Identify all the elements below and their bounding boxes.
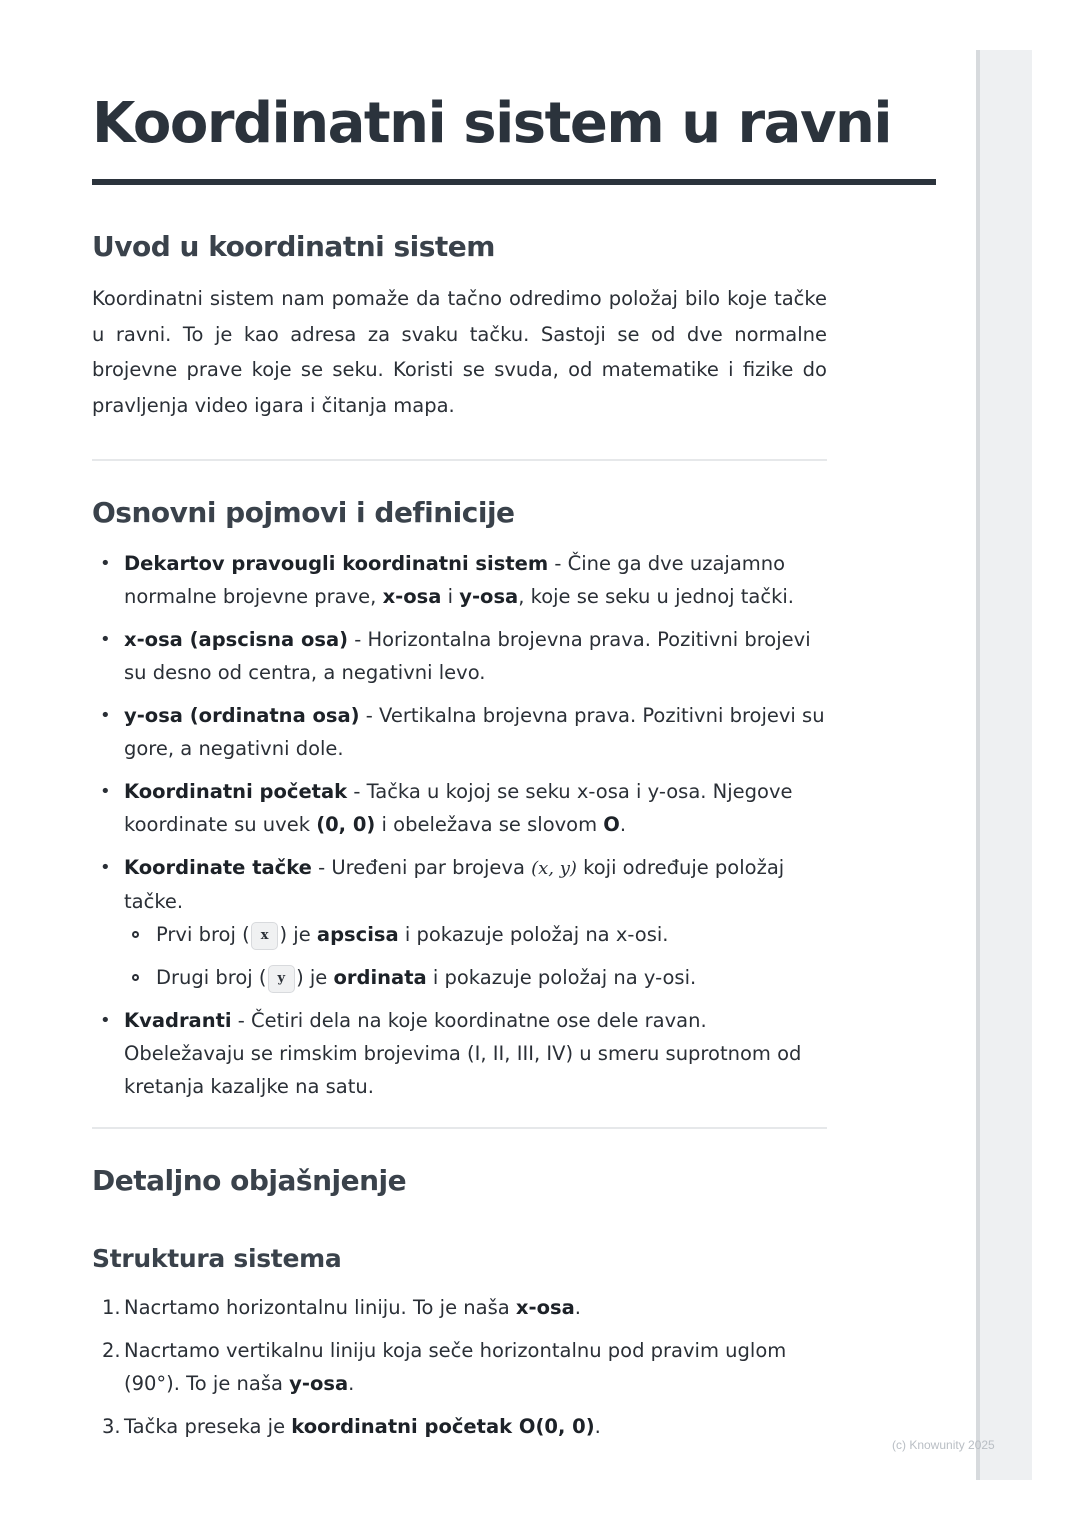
definitions-list <box>92 547 827 1103</box>
list-item: • Dekartov pravougli koordinatni sistem - Čine ga dve uzajamno normalne brojevne prave, x-osa i y-osa, koje se seku u jednoj tački. <box>92 547 827 613</box>
term: Koordinate tačke <box>124 856 312 879</box>
inline-code: y <box>268 965 296 993</box>
bullet-icon: • <box>100 553 111 574</box>
bullet-icon: • <box>100 705 111 726</box>
list-item: 2. Nacrtamo vertikalnu liniju koja seče horizontalnu pod pravim uglom (90°). To je naša y-osa. <box>92 1334 827 1400</box>
section-heading-basics: Osnovni pojmovi i definicije <box>92 496 515 529</box>
page-title: Koordinatni sistem u ravni <box>92 91 892 156</box>
section-divider <box>92 1127 827 1129</box>
copyright-note: (c) Knowunity 2025 <box>892 1438 995 1452</box>
document-page <box>92 88 936 1453</box>
term: Koordinatni početak <box>124 780 348 803</box>
section-heading-detail: Detaljno objašnjenje <box>92 1164 407 1197</box>
intro-paragraph: Koordinatni sistem nam pomaže da tačno odredimo položaj bilo koje tačke u ravni. To je kao adresa za svaku tačku. Sastoji se od dve normalne brojevne prave koje se seku. Koristi se svuda, od matematike i fizike do pravljenja video igara i čitanja mapa. <box>92 287 827 417</box>
bullet-icon: • <box>100 1010 111 1031</box>
sub-list-item: Drugi broj ( y ) je ordinata i pokazuje položaj na y-osi. <box>124 961 827 994</box>
term: y-osa (ordinatna osa) <box>124 704 360 727</box>
list-item: 1. Nacrtamo horizontalnu liniju. To je naša x-osa. <box>92 1291 827 1324</box>
circle-bullet-icon <box>132 974 139 981</box>
bullet-icon: • <box>100 857 111 878</box>
steps-list <box>92 1291 827 1443</box>
bullet-icon: • <box>100 781 111 802</box>
list-item: • x-osa (apscisna osa) - Horizontalna brojevna prava. Pozitivni brojevi su desno od centra, a negativni levo. <box>92 623 827 689</box>
side-panel <box>976 50 1032 1480</box>
term: x-osa (apscisna osa) <box>124 628 349 651</box>
circle-bullet-icon <box>132 931 139 938</box>
list-item: • y-osa (ordinatna osa) - Vertikalna brojevna prava. Pozitivni brojevi su gore, a negativni dole. <box>92 699 827 765</box>
term: Dekartov pravougli koordinatni sistem <box>124 552 549 575</box>
term: Kvadranti <box>124 1009 232 1032</box>
math-expression: (x, y) <box>531 858 577 879</box>
inline-code: x <box>251 922 279 950</box>
bullet-icon: • <box>100 629 111 650</box>
title-rule <box>92 179 936 185</box>
sub-list-item: Prvi broj ( x ) je apscisa i pokazuje položaj na x-osi. <box>124 918 827 951</box>
section-heading-intro: Uvod u koordinatni sistem <box>92 230 495 263</box>
list-item: • Kvadranti - Četiri dela na koje koordinatne ose dele ravan. Obeležavaju se rimskim brojevima (I, II, III, IV) u smeru suprotnom od kretanja kazaljke na satu. <box>92 1004 827 1103</box>
list-item: • Koordinatni početak - Tačka u kojoj se seku x-osa i y-osa. Njegove koordinate su uvek (0, 0) i obeležava se slovom O. <box>92 775 827 841</box>
step-number: 2. <box>102 1339 121 1362</box>
step-number: 1. <box>102 1296 121 1319</box>
subsection-heading-structure: Struktura sistema <box>92 1244 342 1273</box>
document-content <box>92 227 827 1443</box>
sub-list <box>124 918 827 994</box>
list-item: 3. Tačka preseka je koordinatni početak O(0, 0). <box>92 1410 827 1443</box>
step-number: 3. <box>102 1415 121 1438</box>
list-item: • Koordinate tačke - Uređeni par brojeva (x, y) koji određuje položaj tačke. Prvi broj ( x ) je apscisa i pokazuje položaj na x-osi. Drugi broj ( y ) je ordinata i pokazuje položaj na y-osi. <box>92 851 827 994</box>
section-divider <box>92 459 827 461</box>
